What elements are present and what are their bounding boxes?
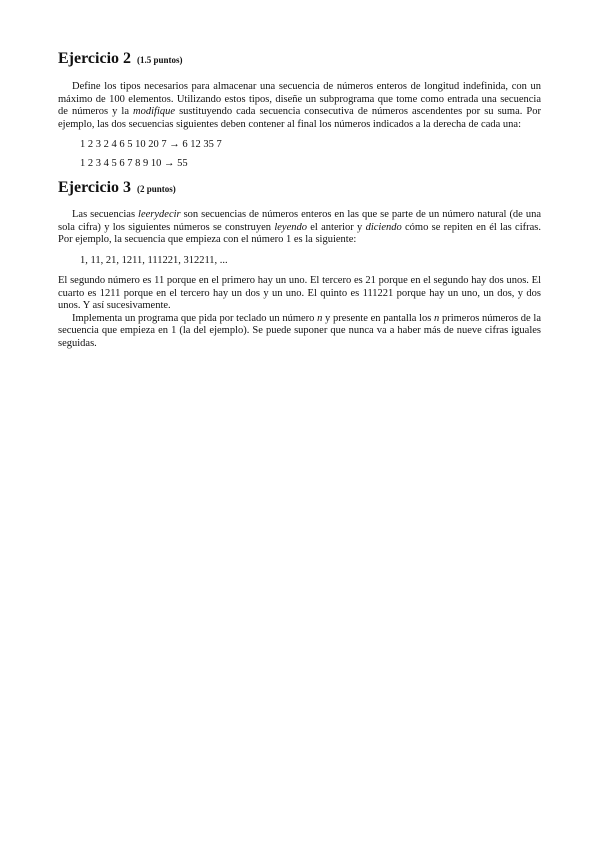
exercise-3-explanation: El segundo número es 11 porque en el primero hay un uno. El tercero es 21 porque en el segundo hay dos unos. El cuarto es 1211 porque en el tercero hay un dos y un uno. El quinto es 111221 porque hay un uno, un dos, y dos unos. Y así sucesivamente. xyxy=(58,275,541,311)
exercise-2-heading xyxy=(58,50,541,68)
look-and-say-sequence: 1, 11, 21, 1211, 111221, 312211, ... xyxy=(80,254,228,266)
exercise-3-intro xyxy=(58,209,541,247)
exercise-2-title: Ejercicio 2 xyxy=(58,50,132,67)
exercise-3 xyxy=(58,179,541,350)
exercise-3-intro-part-c: el anterior y xyxy=(306,221,366,233)
example-sequence-2: 1 2 3 4 5 6 7 8 9 10 → 55 xyxy=(80,157,188,169)
exercise-2-statement xyxy=(58,81,541,131)
exercise-3-intro-part-b: son secuencias de números enteros en las que se parte de un número natural (de una sola cifra) y los siguientes números se construyen xyxy=(58,209,541,233)
exercise-3-task-var-n-1: n xyxy=(317,312,323,324)
exercise-3-intro-part-a: Las secuencias xyxy=(72,209,139,220)
exercise-3-task xyxy=(58,313,541,351)
exercise-3-intro-part-d: cómo se repiten en él las cifras. Por ejemplo, la secuencia que empieza con el número 1 es la siguiente: xyxy=(58,221,541,245)
exercise-3-task-part-b: y presente en pantalla los xyxy=(322,312,435,324)
exercise-3-title: Ejercicio 3 xyxy=(58,179,132,196)
exercise-3-intro-emphasis-2: leyendo xyxy=(274,221,307,233)
example-sequence-1: 1 2 3 2 4 6 5 10 20 7 → 6 12 35 7 xyxy=(80,139,222,150)
document-page xyxy=(58,50,541,350)
exercise-2-statement-part-a: Define los tipos necesarios para almacenar una secuencia de números enteros de longitud indefinida, con un máximo de 100 elementos. Utilizando estos tipos, diseñe un subprograma que tome como entrada una secuencia de números y la xyxy=(58,81,541,117)
exercise-2-points: (1.5 puntos) xyxy=(137,55,183,65)
exercise-2-statement-emphasis: modifique xyxy=(133,106,176,117)
exercise-2-examples xyxy=(58,139,541,170)
exercise-2-statement-part-b: sustituyendo cada secuencia consecutiva de números ascendentes por su suma. Por ejemplo, las dos secuencias siguientes deben contener al final los números indicados a la derecha de cada una: xyxy=(58,106,541,130)
exercise-3-task-part-a: Implementa un programa que pida por teclado un número xyxy=(72,312,318,324)
exercise-2 xyxy=(58,50,541,170)
exercise-3-intro-emphasis-1: leerydecir xyxy=(138,209,181,220)
exercise-3-task-var-n-2: n xyxy=(434,312,440,324)
exercise-3-points: (2 puntos) xyxy=(137,184,176,194)
exercise-3-intro-emphasis-3: diciendo xyxy=(365,221,402,233)
exercise-3-task-part-c: primeros números de la secuencia que empieza en 1 (la del ejemplo). Se puede suponer que nunca va a haber más de nueve cifras iguales seguidas. xyxy=(58,312,541,349)
exercise-3-heading xyxy=(58,179,541,197)
